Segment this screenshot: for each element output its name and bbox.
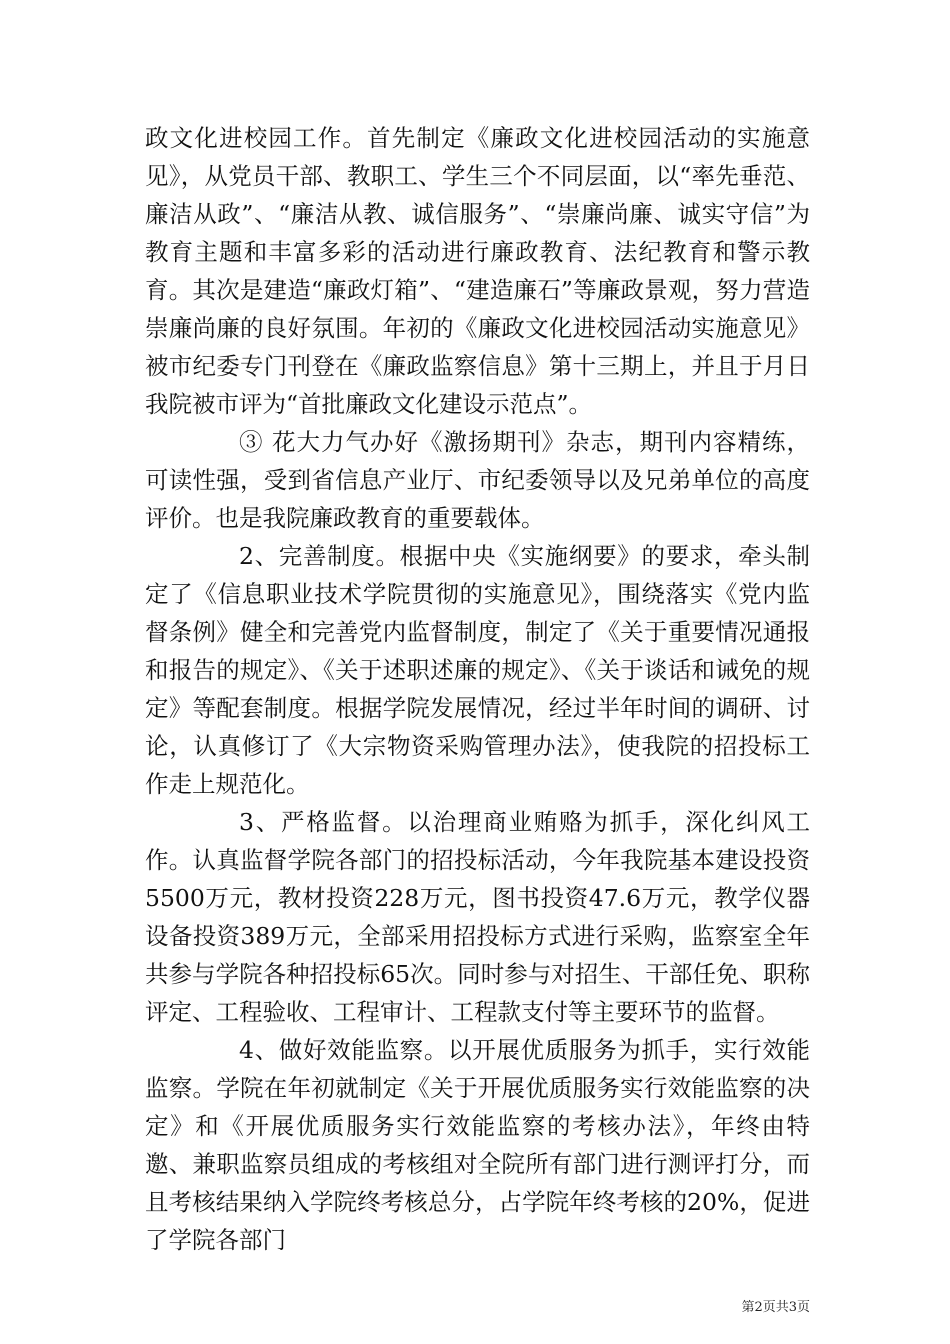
page-number: 第2页共3页	[741, 1300, 810, 1315]
paragraph-journal: ③ 花大力气办好《激扬期刊》杂志，期刊内容精练，可读性强，受到省信息产业厅、市纪委领导以及兄弟单位的高度评价。也是我院廉政教育的重要载体。	[145, 428, 810, 532]
paragraph-efficiency: 4、做好效能监察。以开展优质服务为抓手，实行效能监察。学院在年初就制定《关于开展优质服务实行效能监察的决定》和《开展优质服务实行效能监察的考核办法》，年终由特邀、兼职监察员组成的考核组对全院所有部门进行测评打分，而且考核结果纳入学院终考核总分，占学院年终考核的20%，促进了学院各部门	[145, 1036, 810, 1254]
paragraph-system: 2、完善制度。根据中央《实施纲要》的要求，牵头制定了《信息职业技术学院贯彻的实施意见》，围绕落实《党内监督条例》健全和完善党内监督制度，制定了《关于重要情况通报和报告的规定》、《关于述职述廉的规定》、《关于谈话和诫免的规定》等配套制度。根据学院发展情况，经过半年时间的调研、讨论，认真修订了《大宗物资采购管理办法》，使我院的招投标工作走上规范化。	[145, 542, 810, 798]
paragraph-supervision: 3、严格监督。以治理商业贿赂为抓手，深化纠风工作。认真监督学院各部门的招投标活动，今年我院基本建设投资5500万元，教材投资228万元，图书投资47.6万元，教学仪器设备投资389万元，全部采用招投标方式进行采购，监察室全年共参与学院各种招投标65次。同时参与对招生、干部任免、职称评定、工程验收、工程审计、工程款支付等主要环节的监督。	[145, 808, 810, 1026]
body-text	[145, 119, 810, 1259]
paragraph-continuation: 政文化进校园工作。首先制定《廉政文化进校园活动的实施意见》，从党员干部、教职工、学生三个不同层面，以“率先垂范、廉洁从政”、“廉洁从教、诚信服务”、“崇廉尚廉、诚实守信”为教育主题和丰富多彩的活动进行廉政教育、法纪教育和警示教育。其次是建造“廉政灯箱”、“建造廉石”等廉政景观，努力营造崇廉尚廉的良好氛围。年初的《廉政文化进校园活动实施意见》被市纪委专门刊登在《廉政监察信息》第十三期上，并且于月日我院被市评为“首批廉政文化建设示范点”。	[145, 124, 810, 418]
